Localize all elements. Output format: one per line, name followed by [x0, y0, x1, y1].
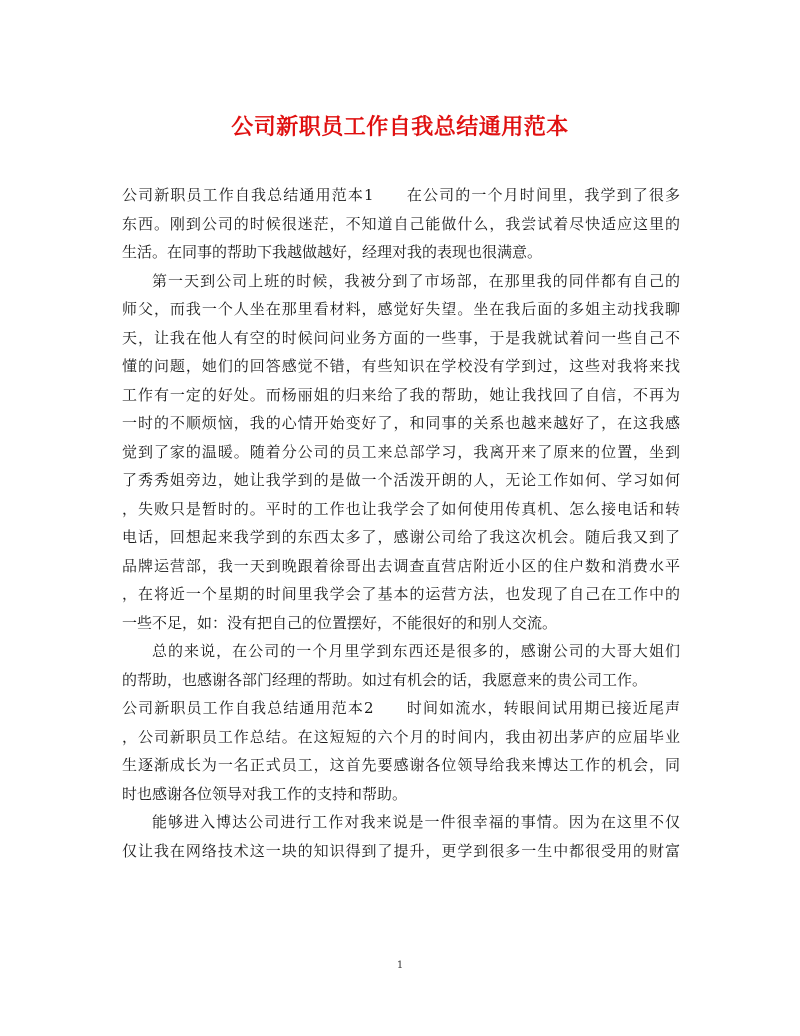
body-line: 的帮助，也感谢各部门经理的帮助。如过有机会的话，我愿意来的贵公司工作。	[122, 670, 648, 689]
body-line: 公司新职员工作自我总结通用范本1 在公司的一个月时间里，我学到了很多	[122, 186, 680, 204]
body-line: 天，让我在他人有空的时候问问业务方面的一些事，于是我就试着问一些自己不	[122, 328, 680, 347]
body-line: 工作有一定的好处。而杨丽姐的归来给了我的帮助，她让我找回了自信，不再为	[122, 385, 680, 404]
body-line: 觉到了家的温暖。随着分公司的员工来总部学习，我离开来了原来的位置，坐到	[122, 442, 680, 461]
body-line: 生活。在同事的帮助下我越做越好，经理对我的表现也很满意。	[122, 243, 543, 261]
document-title: 公司新职员工作自我总结通用范本	[231, 114, 569, 140]
body-line: ，公司新职员工作总结。在这短短的六个月的时间内，我由初出茅庐的应届毕业	[122, 727, 680, 746]
body-line: 电话，回想起来我学到的东西太多了，感谢公司给了我这次机会。随后我又到了	[122, 528, 680, 546]
body-line: 一些不足，如：没有把自己的位置摆好，不能很好的和别人交流。	[122, 613, 558, 632]
body-line: 时也感谢各位领导对我工作的支持和帮助。	[122, 784, 408, 803]
body-line: 生逐渐成长为一名正式员工，这首先要感谢各位领导给我来博达工作的机会，同	[122, 756, 680, 774]
body-line: 仅让我在网络技术这一块的知识得到了提升，更学到很多一生中都很受用的财富	[122, 841, 680, 860]
page-number: 1	[396, 960, 404, 971]
body-line: ，失败只是暂时的。平时的工作也让我学会了如何使用传真机、怎么接电话和转	[122, 499, 680, 518]
body-line: 师父，而我一个人坐在那里看材料，感觉好失望。坐在我后面的多姐主动找我聊	[122, 300, 680, 318]
body-line: 东西。刚到公司的时候很迷茫，不知道自己能做什么，我尝试着尽快适应这里的	[122, 214, 680, 233]
document-body	[122, 181, 680, 865]
body-line: 能够进入博达公司进行工作对我来说是一件很幸福的事情。因为在这里不仅	[152, 813, 680, 831]
body-line: 懂的问题，她们的回答感觉不错，有些知识在学校没有学到过，这些对我将来找	[122, 357, 680, 375]
body-line: 了秀秀姐旁边，她让我学到的是做一个活泼开朗的人，无论工作如何、学习如何	[122, 471, 680, 489]
body-line: 总的来说，在公司的一个月里学到东西还是很多的，感谢公司的大哥大姐们	[152, 642, 680, 660]
body-line: 品牌运营部，我一天到晚跟着徐哥出去调查直营店附近小区的住户数和消费水平	[122, 556, 680, 575]
body-line: 一时的不顺烦恼，我的心情开始变好了，和同事的关系也越来越好了，在这我感	[122, 414, 680, 432]
body-line: 第一天到公司上班的时候，我被分到了市场部，在那里我的同伴都有自己的	[152, 271, 680, 290]
body-line: ，在将近一个星期的时间里我学会了基本的运营方法，也发现了自己在工作中的	[122, 585, 680, 603]
body-line: 公司新职员工作自我总结通用范本2 时间如流水，转眼间试用期已接近尾声	[122, 699, 680, 717]
